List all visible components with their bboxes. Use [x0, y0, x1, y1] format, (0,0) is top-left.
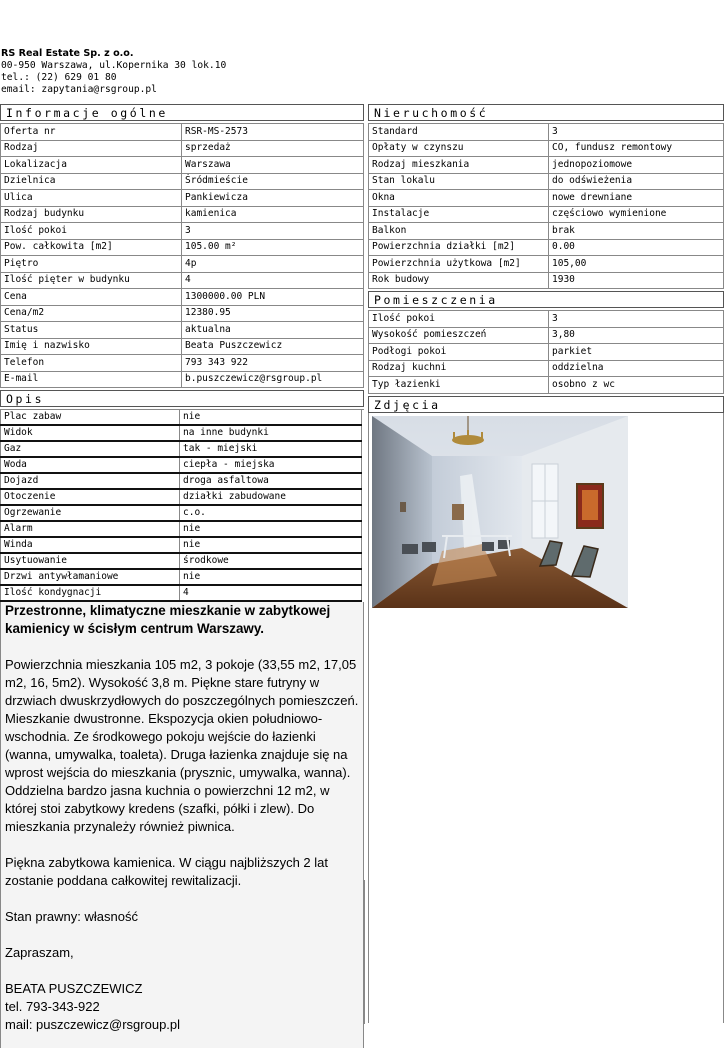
- description-box: [0, 602, 364, 1048]
- table-spacer: [362, 553, 365, 569]
- table-row: [369, 239, 724, 256]
- table-row: [1, 410, 365, 426]
- table-row: [1, 206, 364, 223]
- table-row: [1, 355, 364, 372]
- field-label: Ulica: [1, 190, 182, 207]
- field-label: Opłaty w czynszu: [369, 140, 549, 157]
- field-value: 3,80: [549, 327, 724, 344]
- table-row: [1, 173, 364, 190]
- field-value: nowe drewniane: [549, 190, 724, 207]
- field-label: Imię i nazwisko: [1, 338, 182, 355]
- field-label: Ilość pięter w budynku: [1, 272, 182, 289]
- field-label: Podłogi pokoi: [369, 344, 549, 361]
- photos-title: Zdjęcia: [368, 396, 724, 413]
- field-value: częściowo wymienione: [549, 206, 724, 223]
- table-row: [369, 206, 724, 223]
- field-label: Dojazd: [1, 473, 180, 489]
- field-label: Rodzaj kuchni: [369, 360, 549, 377]
- field-value: sprzedaż: [182, 140, 364, 157]
- field-value: 3: [549, 311, 724, 328]
- field-value: Beata Puszczewicz: [182, 338, 364, 355]
- field-value: środkowe: [180, 553, 362, 569]
- table-row: [369, 272, 724, 289]
- agency-address: 00-950 Warszawa, ul.Kopernika 30 lok.10: [1, 60, 227, 71]
- field-value: droga asfaltowa: [180, 473, 362, 489]
- table-row: [1, 489, 365, 505]
- table-spacer: [362, 537, 365, 553]
- table-spacer: [362, 585, 365, 601]
- field-value: nie: [180, 410, 362, 426]
- table-row: [1, 473, 365, 489]
- field-label: Telefon: [1, 355, 182, 372]
- apartment-photo[interactable]: [372, 416, 628, 608]
- table-row: [1, 457, 365, 473]
- description-headline: Przestronne, klimatyczne mieszkanie w zabytkowej kamienicy w ścisłym centrum Warszawy.: [5, 603, 331, 636]
- table-row: [1, 537, 365, 553]
- table-row: [1, 223, 364, 240]
- table-row: [369, 190, 724, 207]
- table-spacer: [362, 505, 365, 521]
- field-value: b.puszczewicz@rsgroup.pl: [182, 371, 364, 388]
- table-row: [1, 585, 365, 601]
- rooms-title: Pomieszczenia: [368, 291, 724, 308]
- table-spacer: [362, 569, 365, 585]
- agency-header: [1, 48, 226, 96]
- field-value: nie: [180, 569, 362, 585]
- field-value: działki zabudowane: [180, 489, 362, 505]
- field-value: tak - miejski: [180, 441, 362, 457]
- table-row: [1, 553, 365, 569]
- field-label: Piętro: [1, 256, 182, 273]
- table-spacer: [362, 441, 365, 457]
- table-spacer: [362, 410, 365, 426]
- field-value: nie: [180, 537, 362, 553]
- table-row: [369, 140, 724, 157]
- table-row: [1, 124, 364, 141]
- field-label: Typ łazienki: [369, 377, 549, 394]
- description-paragraph: Powierzchnia mieszkania 105 m2, 3 pokoje (33,55 m2, 17,05 m2, 16, 5m2). Wysokość 3,8 m. Piękne stare futryny w drzwiach dwuskrzydłowych do poszczególnych pomieszczeń. Mieszkanie dwustronne. Ekspozycja okien południowo-wschodnia. Ze środkowego pokoju wejście do łazienki (wanna, umywalka, toaleta). Druga łazienka znajduje się na wprost wejścia do mieszkania (prysznic, umywalka, wanna). Oddzielna bardzo jasna kuchnia o powierzchni 12 m2, w której stoi zabytkowy kredens (szafki, półki i zlew). Do mieszkania przynależy również piwnica.: [5, 657, 359, 834]
- table-row: [369, 157, 724, 174]
- table-row: [369, 124, 724, 141]
- field-label: Woda: [1, 457, 180, 473]
- field-label: Winda: [1, 537, 180, 553]
- field-label: Rodzaj: [1, 140, 182, 157]
- field-value: 4: [182, 272, 364, 289]
- field-label: Lokalizacja: [1, 157, 182, 174]
- signature-name: BEATA PUSZCZEWICZ: [5, 981, 143, 996]
- field-value: jednopoziomowe: [549, 157, 724, 174]
- field-value: 3: [182, 223, 364, 240]
- right-column: [368, 104, 724, 1023]
- table-row: [369, 311, 724, 328]
- signature: [5, 980, 361, 1034]
- field-value: kamienica: [182, 206, 364, 223]
- property-title: Nieruchomość: [368, 104, 724, 121]
- field-value: 105,00: [549, 256, 724, 273]
- field-value: do odświeżenia: [549, 173, 724, 190]
- field-label: Ilość kondygnacji: [1, 585, 180, 601]
- table-row: [1, 190, 364, 207]
- divider: [364, 880, 365, 1024]
- field-label: Stan lokalu: [369, 173, 549, 190]
- field-value: parkiet: [549, 344, 724, 361]
- field-value: nie: [180, 521, 362, 537]
- field-label: Ogrzewanie: [1, 505, 180, 521]
- field-label: Dzielnica: [1, 173, 182, 190]
- field-value: RSR-MS-2573: [182, 124, 364, 141]
- field-label: Cena: [1, 289, 182, 306]
- field-value: brak: [549, 223, 724, 240]
- field-value: ciepła - miejska: [180, 457, 362, 473]
- table-row: [369, 360, 724, 377]
- table-spacer: [362, 473, 365, 489]
- field-label: Standard: [369, 124, 549, 141]
- field-value: 793 343 922: [182, 355, 364, 372]
- general-info-title: Informacje ogólne: [0, 104, 364, 121]
- field-label: Gaz: [1, 441, 180, 457]
- field-label: Balkon: [369, 223, 549, 240]
- description-paragraph: Zapraszam,: [5, 945, 74, 960]
- field-value: 105.00 m²: [182, 239, 364, 256]
- table-row: [369, 256, 724, 273]
- field-value: Warszawa: [182, 157, 364, 174]
- photos-area: [368, 413, 724, 1023]
- field-label: Cena/m2: [1, 305, 182, 322]
- table-spacer: [362, 425, 365, 441]
- field-value: Śródmieście: [182, 173, 364, 190]
- field-label: Status: [1, 322, 182, 339]
- field-value: 12380.95: [182, 305, 364, 322]
- field-value: Pankiewicza: [182, 190, 364, 207]
- table-row: [1, 256, 364, 273]
- table-row: [369, 327, 724, 344]
- field-label: Powierzchnia działki [m2]: [369, 239, 549, 256]
- agency-name: RS Real Estate Sp. z o.o.: [1, 48, 134, 59]
- field-value: 1930: [549, 272, 724, 289]
- field-value: c.o.: [180, 505, 362, 521]
- agency-phone: tel.: (22) 629 01 80: [1, 72, 117, 83]
- table-row: [1, 338, 364, 355]
- agency-email: email: zapytania@rsgroup.pl: [1, 84, 157, 95]
- signature-phone: tel. 793-343-922: [5, 999, 100, 1014]
- field-label: Ilość pokoi: [1, 223, 182, 240]
- field-label: Otoczenie: [1, 489, 180, 505]
- field-value: 0.00: [549, 239, 724, 256]
- table-row: [1, 157, 364, 174]
- field-value: oddzielna: [549, 360, 724, 377]
- field-label: Okna: [369, 190, 549, 207]
- table-row: [1, 305, 364, 322]
- left-column: [0, 104, 364, 1048]
- property-table: [368, 123, 724, 289]
- table-row: [1, 322, 364, 339]
- signature-mail: mail: puszczewicz@rsgroup.pl: [5, 1017, 181, 1032]
- field-value: na inne budynki: [180, 425, 362, 441]
- table-row: [1, 441, 365, 457]
- field-label: Wysokość pomieszczeń: [369, 327, 549, 344]
- field-label: Widok: [1, 425, 180, 441]
- opis-title: Opis: [0, 390, 364, 407]
- table-row: [369, 173, 724, 190]
- field-value: aktualna: [182, 322, 364, 339]
- field-label: Pow. całkowita [m2]: [1, 239, 182, 256]
- field-value: osobno z wc: [549, 377, 724, 394]
- field-label: Plac zabaw: [1, 410, 180, 426]
- table-row: [1, 505, 365, 521]
- table-row: [1, 272, 364, 289]
- table-row: [1, 425, 365, 441]
- field-label: Powierzchnia użytkowa [m2]: [369, 256, 549, 273]
- table-spacer: [362, 457, 365, 473]
- field-label: Drzwi antywłamaniowe: [1, 569, 180, 585]
- opis-table: [0, 409, 364, 602]
- field-value: 4: [180, 585, 362, 601]
- table-spacer: [362, 521, 365, 537]
- table-row: [1, 140, 364, 157]
- table-row: [1, 371, 364, 388]
- table-row: [369, 223, 724, 240]
- field-label: Oferta nr: [1, 124, 182, 141]
- field-label: E-mail: [1, 371, 182, 388]
- table-spacer: [362, 489, 365, 505]
- field-label: Usytuowanie: [1, 553, 180, 569]
- rooms-table: [368, 310, 724, 394]
- table-row: [369, 377, 724, 394]
- table-row: [1, 239, 364, 256]
- field-label: Alarm: [1, 521, 180, 537]
- field-value: CO, fundusz remontowy: [549, 140, 724, 157]
- field-label: Rodzaj mieszkania: [369, 157, 549, 174]
- field-value: 1300000.00 PLN: [182, 289, 364, 306]
- field-label: Rodzaj budynku: [1, 206, 182, 223]
- table-row: [1, 289, 364, 306]
- table-row: [1, 569, 365, 585]
- field-value: 3: [549, 124, 724, 141]
- table-row: [1, 521, 365, 537]
- field-label: Instalacje: [369, 206, 549, 223]
- description-paragraph: Piękna zabytkowa kamienica. W ciągu najbliższych 2 lat zostanie poddana całkowitej rewitalizacji.: [5, 855, 328, 888]
- field-label: Rok budowy: [369, 272, 549, 289]
- field-label: Ilość pokoi: [369, 311, 549, 328]
- description-paragraph: Stan prawny: własność: [5, 909, 138, 924]
- table-row: [369, 344, 724, 361]
- field-value: 4p: [182, 256, 364, 273]
- general-info-table: [0, 123, 364, 388]
